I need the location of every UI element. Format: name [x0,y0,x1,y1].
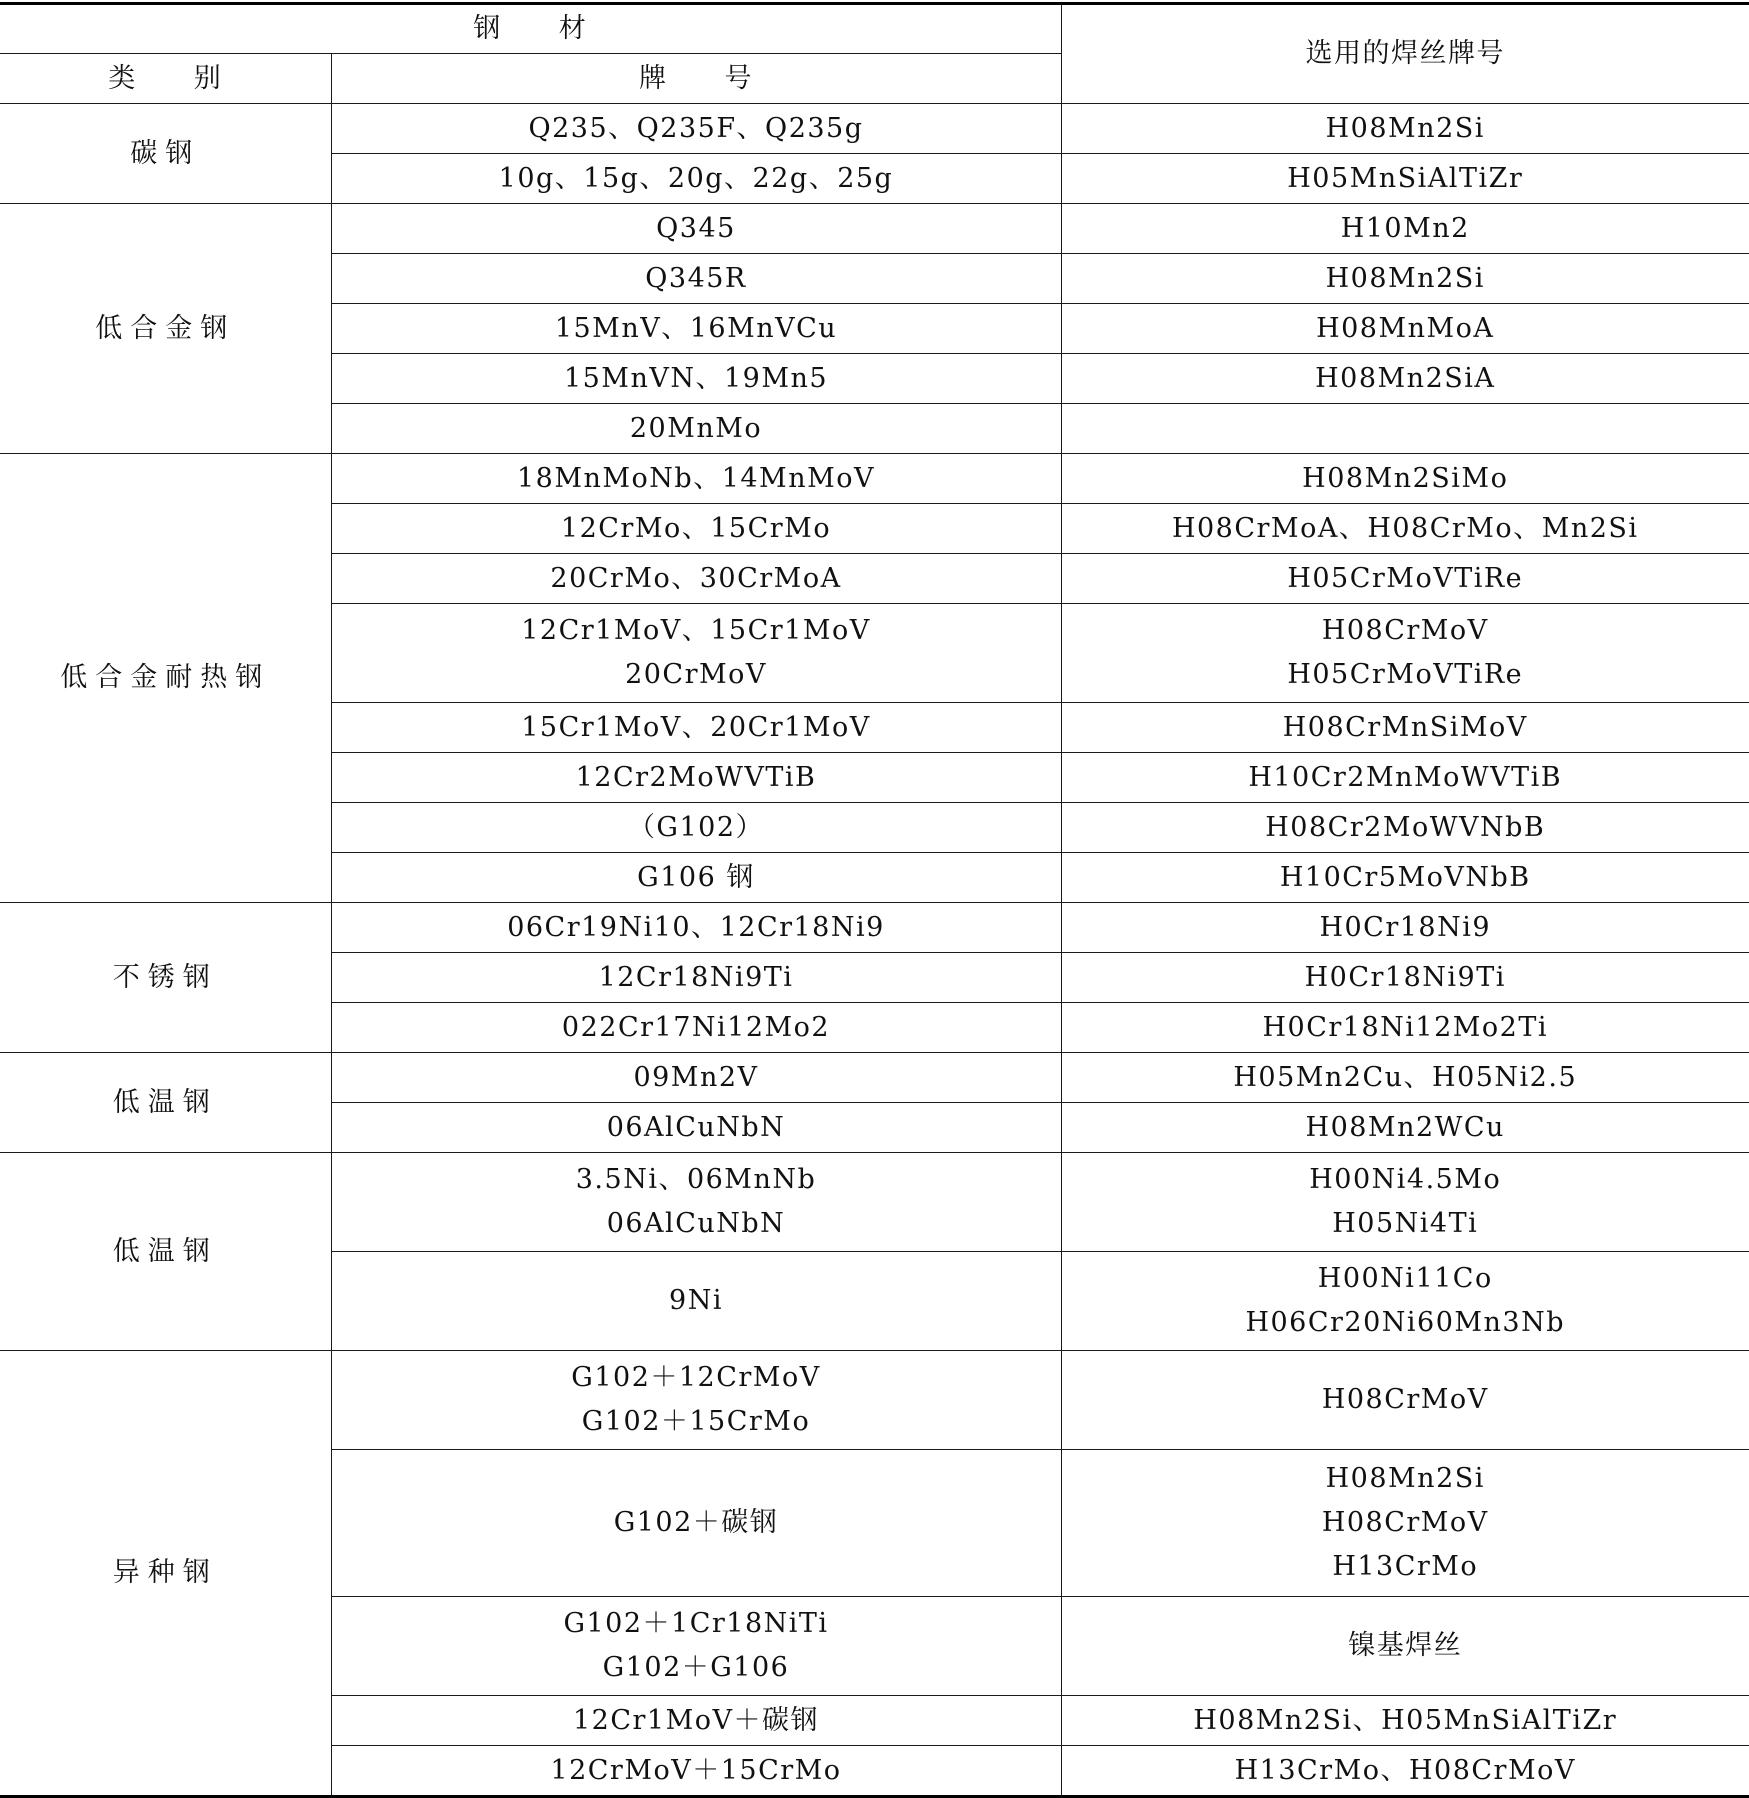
header-steel: 钢 材 [0,4,1061,54]
wire-cell [1061,554,1749,604]
grade-cell-line: 15MnV、16MnVCu [332,307,1061,351]
grade-cell-line: 12Cr18Ni9Ti [332,956,1061,1000]
wire-cell [1061,1103,1749,1153]
wire-cell [1061,803,1749,853]
wire-cell [1061,204,1749,254]
header-wire: 选用的焊丝牌号 [1061,4,1749,104]
wire-cell [1061,1153,1749,1252]
grade-cell-line: G102＋15CrMo [332,1400,1061,1444]
grade-cell-line: 3.5Ni、06MnNb [332,1158,1061,1202]
wire-cell-line: H08CrMoV [1062,1378,1749,1422]
table-row [0,1053,1749,1103]
grade-cell [331,1696,1061,1746]
wire-cell-line: H13CrMo、H08CrMoV [1062,1749,1749,1793]
wire-cell-line: H13CrMo [1062,1545,1749,1589]
grade-cell [331,154,1061,204]
wire-cell-line: H08Mn2Si [1062,1457,1749,1501]
grade-cell-line: 15MnVN、19Mn5 [332,357,1061,401]
grade-cell-line: Q345R [332,257,1061,301]
grade-cell-line: 18MnMoNb、14MnMoV [332,457,1061,501]
table-row [0,903,1749,953]
wire-cell-line: H08Mn2SiMo [1062,457,1749,501]
grade-cell-line: G102＋碳钢 [332,1501,1061,1545]
wire-cell-line: H08CrMoV [1062,1501,1749,1545]
grade-cell-line: 06AlCuNbN [332,1202,1061,1246]
wire-cell [1061,604,1749,703]
wire-cell-line: H10Cr5MoVNbB [1062,856,1749,900]
wire-cell-line: H08CrMnSiMoV [1062,706,1749,750]
wire-cell-line: H06Cr20Ni60Mn3Nb [1062,1301,1749,1345]
grade-cell-line: G102＋1Cr18NiTi [332,1602,1061,1646]
grade-cell-line: 10g、15g、20g、22g、25g [332,157,1061,201]
grade-cell [331,1746,1061,1797]
grade-cell-line: 022Cr17Ni12Mo2 [332,1006,1061,1050]
category-cell: 低温钢 [0,1053,331,1153]
wire-cell-line: H08Cr2MoWVNbB [1062,806,1749,850]
wire-cell-line: H00Ni4.5Mo [1062,1158,1749,1202]
wire-cell-line: H05CrMoVTiRe [1062,557,1749,601]
wire-cell [1061,953,1749,1003]
category-cell: 低合金钢 [0,204,331,454]
wire-cell-line: H08Mn2Si、H05MnSiAlTiZr [1062,1699,1749,1743]
wire-cell-line: H0Cr18Ni9 [1062,906,1749,950]
wire-cell [1061,304,1749,354]
grade-cell [331,1597,1061,1696]
wire-cell-line: H05CrMoVTiRe [1062,653,1749,697]
wire-cell-line: H08Mn2SiA [1062,357,1749,401]
grade-cell-line: 15Cr1MoV、20Cr1MoV [332,706,1061,750]
grade-cell [331,554,1061,604]
grade-cell-line: 12CrMoV＋15CrMo [332,1749,1061,1793]
grade-cell [331,1351,1061,1450]
wire-cell-line: H0Cr18Ni12Mo2Ti [1062,1006,1749,1050]
grade-cell [331,1053,1061,1103]
grade-cell-line: Q235、Q235F、Q235g [332,107,1061,151]
grade-cell-line: 9Ni [332,1279,1061,1323]
grade-cell-line: 20CrMoV [332,653,1061,697]
wire-cell-line: H10Mn2 [1062,207,1749,251]
table-row [0,1351,1749,1450]
grade-cell-line: 12Cr1MoV＋碳钢 [332,1699,1061,1743]
wire-cell [1061,154,1749,204]
wire-cell-line: H05Mn2Cu、H05Ni2.5 [1062,1056,1749,1100]
grade-cell-line: 12Cr1MoV、15Cr1MoV [332,609,1061,653]
grade-cell-line: 06Cr19Ni10、12Cr18Ni9 [332,906,1061,950]
table-row [0,204,1749,254]
wire-cell [1061,853,1749,903]
category-cell: 低温钢 [0,1153,331,1351]
grade-cell-line: 09Mn2V [332,1056,1061,1100]
wire-cell [1061,1351,1749,1450]
grade-cell-line: 12Cr2MoWVTiB [332,756,1061,800]
grade-cell-line: 12CrMo、15CrMo [332,507,1061,551]
table-row [0,1153,1749,1252]
grade-cell [331,753,1061,803]
grade-cell-line: G102＋12CrMoV [332,1356,1061,1400]
wire-cell [1061,1003,1749,1053]
grade-cell-line: （G102） [332,806,1061,850]
header-grade: 牌 号 [331,54,1061,104]
wire-cell [1061,1450,1749,1597]
grade-cell [331,953,1061,1003]
grade-cell [331,1252,1061,1351]
header-category: 类 别 [0,54,331,104]
wire-cell [1061,1053,1749,1103]
grade-cell-line: 06AlCuNbN [332,1106,1061,1150]
wire-cell-line: H08Mn2Si [1062,107,1749,151]
wire-cell [1061,1252,1749,1351]
grade-cell-line: 20MnMo [332,407,1061,451]
wire-cell-line: H08Mn2WCu [1062,1106,1749,1150]
wire-cell [1061,1597,1749,1696]
wire-cell-line: H00Ni11Co [1062,1257,1749,1301]
grade-cell [331,304,1061,354]
table-body [0,104,1749,1797]
grade-cell [331,254,1061,304]
welding-wire-table [0,2,1749,1798]
wire-cell-line: H08MnMoA [1062,307,1749,351]
wire-cell [1061,1696,1749,1746]
grade-cell [331,853,1061,903]
wire-cell [1061,254,1749,304]
grade-cell [331,104,1061,154]
wire-cell [1061,753,1749,803]
grade-cell [331,354,1061,404]
wire-cell [1061,404,1749,454]
wire-cell-line: 镍基焊丝 [1062,1624,1749,1668]
table-row [0,454,1749,504]
table-row [0,104,1749,154]
grade-cell-line: G102＋G106 [332,1646,1061,1690]
grade-cell-line: G106 钢 [332,856,1061,900]
grade-cell [331,903,1061,953]
wire-cell-line: H08Mn2Si [1062,257,1749,301]
wire-cell-line: H0Cr18Ni9Ti [1062,956,1749,1000]
wire-cell-line: H05MnSiAlTiZr [1062,157,1749,201]
grade-cell [331,803,1061,853]
grade-cell [331,404,1061,454]
wire-cell [1061,903,1749,953]
grade-cell-line: Q345 [332,207,1061,251]
grade-cell [331,604,1061,703]
grade-cell [331,703,1061,753]
grade-cell [331,204,1061,254]
grade-cell [331,454,1061,504]
category-cell: 异种钢 [0,1351,331,1797]
wire-cell [1061,454,1749,504]
wire-cell [1061,504,1749,554]
grade-cell-line: 20CrMo、30CrMoA [332,557,1061,601]
wire-cell-line: H05Ni4Ti [1062,1202,1749,1246]
grade-cell [331,1103,1061,1153]
grade-cell [331,1153,1061,1252]
wire-cell [1061,354,1749,404]
category-cell: 不锈钢 [0,903,331,1053]
wire-cell-line: H10Cr2MnMoWVTiB [1062,756,1749,800]
wire-cell-line: H08CrMoA、H08CrMo、Mn2Si [1062,507,1749,551]
grade-cell [331,1450,1061,1597]
category-cell: 低合金耐热钢 [0,454,331,903]
wire-cell [1061,1746,1749,1797]
wire-cell [1061,104,1749,154]
grade-cell [331,504,1061,554]
category-cell: 碳钢 [0,104,331,204]
grade-cell [331,1003,1061,1053]
wire-cell-line: H08CrMoV [1062,609,1749,653]
wire-cell [1061,703,1749,753]
